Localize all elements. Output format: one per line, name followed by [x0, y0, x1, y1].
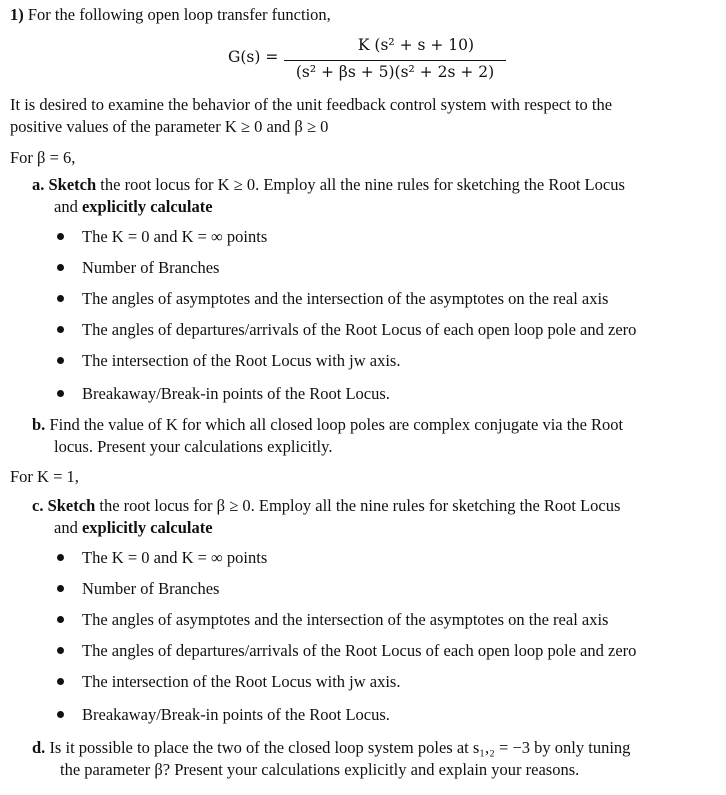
- item-c-line-1: [32, 495, 620, 517]
- section1-bullet-6: Breakaway/Break-in points of the Root Locus.: [82, 384, 390, 403]
- item-c-text-2: and: [54, 518, 82, 537]
- bullet-dot: [57, 326, 64, 333]
- item-a-line-2: [54, 196, 213, 218]
- problem-number: 1): [10, 5, 24, 24]
- bullet-dot: [57, 357, 64, 364]
- item-d-text-1: Is it possible to place the two of the closed loop system poles at s₁,₂ = −3 by only tuning: [49, 738, 631, 757]
- item-b-text-1: Find the value of K for which all closed loop poles are complex conjugate via the Root: [49, 415, 624, 434]
- bullet-dot: [57, 233, 64, 240]
- section2-bullet-6: Breakaway/Break-in points of the Root Locus.: [82, 705, 390, 724]
- item-d-line-2: the parameter β? Present your calculations explicitly and explain your reasons.: [60, 760, 580, 779]
- bullet-dot: [57, 554, 64, 561]
- section1-bullet-2: Number of Branches: [82, 258, 220, 277]
- item-a-label: a.: [32, 175, 45, 194]
- intro-line-2: positive values of the parameter K ≥ 0 and β ≥ 0: [10, 117, 329, 136]
- bullet-dot: [57, 616, 64, 623]
- transfer-function: [222, 30, 522, 88]
- item-a-bold-calculate: explicitly calculate: [81, 197, 213, 216]
- item-b-line-2: locus. Present your calculations explicitly.: [54, 437, 333, 456]
- item-a-text-1: the root locus for K ≥ 0. Employ all the nine rules for sketching the Root Locus: [96, 175, 625, 194]
- transfer-function-numerator: K (s² + s + 10): [357, 36, 475, 54]
- item-c-line-2: [54, 517, 213, 539]
- section1-bullet-1: The K = 0 and K = ∞ points: [82, 227, 268, 246]
- bullet-dot: [57, 678, 64, 685]
- item-b-label: b.: [32, 415, 46, 434]
- bullet-dot: [57, 295, 64, 302]
- bullet-dot: [57, 390, 64, 397]
- item-c-label: c.: [32, 496, 44, 515]
- item-c-bold-calculate: explicitly calculate: [81, 518, 213, 537]
- section1-bullet-3: The angles of asymptotes and the intersection of the asymptotes on the real axis: [82, 289, 609, 308]
- item-c-text-1: the root locus for β ≥ 0. Employ all the nine rules for sketching the Root Locus: [95, 496, 621, 515]
- intro-line-1: It is desired to examine the behavior of the unit feedback control system with respect to the: [10, 95, 613, 114]
- bullet-dot: [57, 711, 64, 718]
- problem-heading: [10, 4, 331, 26]
- section1-bullet-4: The angles of departures/arrivals of the Root Locus of each open loop pole and zero: [82, 320, 637, 339]
- bullet-dot: [57, 647, 64, 654]
- transfer-function-lhs: G(s) =: [228, 48, 279, 66]
- section2-bullet-5: The intersection of the Root Locus with jw axis.: [82, 672, 401, 691]
- item-d-line-1: [32, 737, 630, 759]
- item-d-label: d.: [32, 738, 46, 757]
- bullet-dot: [57, 264, 64, 271]
- item-c-bold-sketch: Sketch: [47, 496, 96, 515]
- section2-bullet-4: The angles of departures/arrivals of the Root Locus of each open loop pole and zero: [82, 641, 637, 660]
- section1-bullet-5: The intersection of the Root Locus with jw axis.: [82, 351, 401, 370]
- item-b-line-1: [32, 414, 623, 436]
- item-a-line-1: [32, 174, 625, 196]
- item-a-bold-sketch: Sketch: [48, 175, 97, 194]
- section2-bullet-3: The angles of asymptotes and the intersection of the asymptotes on the real axis: [82, 610, 609, 629]
- section2-bullet-2: Number of Branches: [82, 579, 220, 598]
- item-a-text-2: and: [54, 197, 82, 216]
- section2-bullet-1: The K = 0 and K = ∞ points: [82, 548, 268, 567]
- condition-beta: For β = 6,: [10, 148, 76, 167]
- condition-k: For K = 1,: [10, 467, 79, 486]
- transfer-function-denominator: (s² + βs + 5)(s² + 2s + 2): [295, 63, 495, 81]
- problem-heading-text: For the following open loop transfer function,: [23, 5, 331, 24]
- bullet-dot: [57, 585, 64, 592]
